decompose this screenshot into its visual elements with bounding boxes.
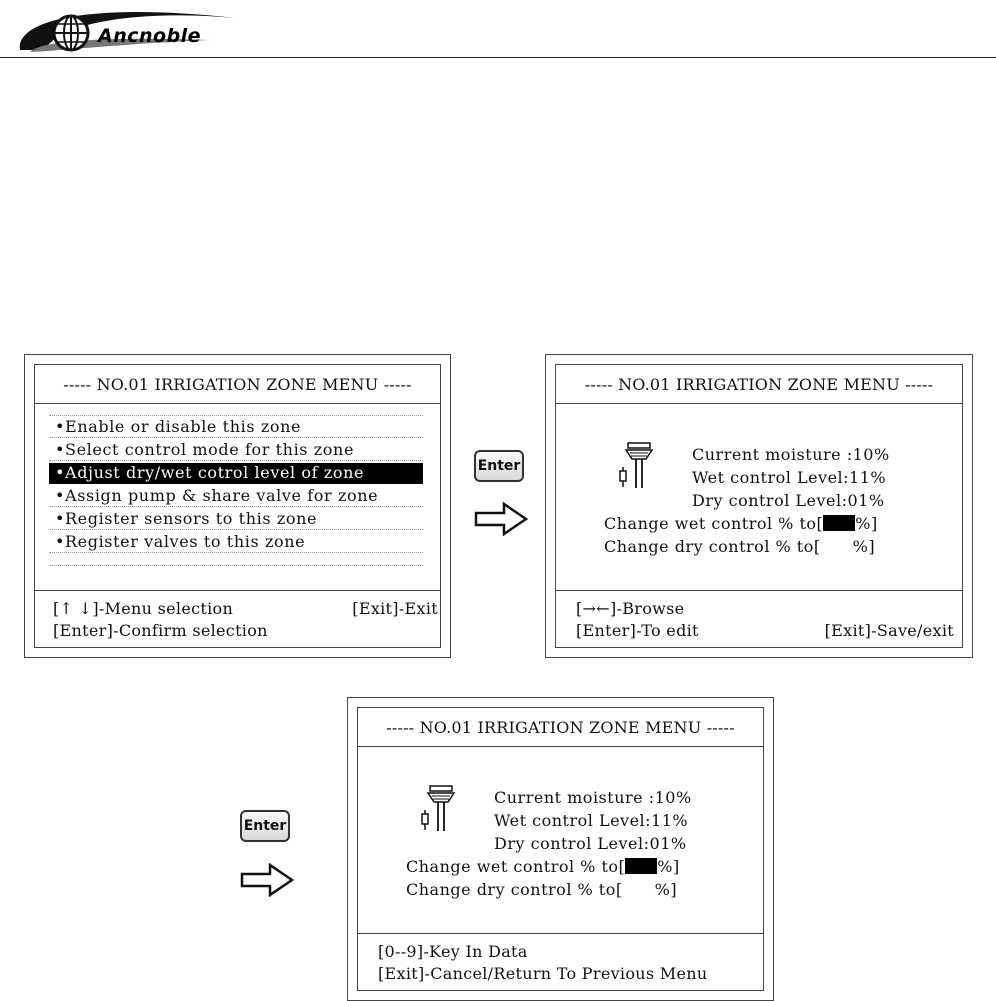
menu-bottom-rule [49, 565, 423, 566]
browse-screen-frame [555, 364, 963, 648]
menu-footer [35, 590, 440, 647]
browse-wet-input-cursor[interactable] [823, 515, 855, 531]
header-divider [0, 57, 996, 58]
edit-cancel-hint: [Exit]-Cancel/Return To Previous Menu [378, 964, 708, 983]
menu-nav-hint: [↑ ↓]-Menu selection [53, 599, 234, 618]
edit-change-wet[interactable] [406, 857, 680, 876]
browse-save-hint: [Exit]-Save/exit [824, 621, 954, 640]
edit-change-wet-label: Change wet control % to[ [406, 857, 626, 876]
browse-change-dry[interactable] [604, 537, 875, 556]
right-arrow-icon [240, 863, 294, 897]
browse-title-bar [556, 365, 962, 404]
brand-name: Ancnoble [98, 25, 202, 47]
edit-footer [358, 933, 763, 990]
browse-change-wet-label: Change wet control % to[ [604, 514, 824, 533]
menu-screen [24, 354, 451, 658]
edit-change-dry-suffix: %] [654, 880, 678, 899]
browse-edit-hint: [Enter]-To edit [576, 621, 699, 640]
edit-keyin-hint: [0--9]-Key In Data [378, 942, 528, 961]
edit-change-dry-label: Change dry control % to[ [406, 880, 623, 899]
soil-moisture-sensor-icon [418, 784, 462, 834]
browse-nav-hint: [→←]-Browse [576, 599, 685, 618]
edit-dry-level: Dry control Level:01% [494, 834, 687, 853]
edit-screen-frame [357, 707, 764, 991]
browse-dry-input[interactable] [821, 538, 853, 554]
brand-logo [0, 0, 240, 60]
menu-item-enable-zone[interactable]: •Enable or disable this zone [49, 417, 423, 438]
menu-confirm-hint: [Enter]-Confirm selection [53, 621, 268, 640]
edit-title-bar [358, 708, 763, 747]
menu-item-register-valves[interactable]: •Register valves to this zone [49, 532, 423, 553]
edit-current-moisture: Current moisture :10% [494, 788, 692, 807]
browse-current-moisture: Current moisture :10% [692, 445, 890, 464]
browse-title: ----- NO.01 IRRIGATION ZONE MENU ----- [584, 375, 934, 394]
menu-item-adjust-level[interactable]: •Adjust dry/wet cotrol level of zone [49, 463, 423, 484]
menu-title: ----- NO.01 IRRIGATION ZONE MENU ----- [63, 375, 412, 394]
edit-change-dry[interactable] [406, 880, 677, 899]
soil-moisture-sensor-icon [616, 441, 660, 491]
menu-title-bar [35, 365, 440, 404]
menu-item-assign-pump[interactable]: •Assign pump & share valve for zone [49, 486, 423, 507]
browse-dry-level: Dry control Level:01% [692, 491, 885, 510]
menu-exit-hint: [Exit]-Exit [352, 599, 438, 618]
browse-change-wet[interactable] [604, 514, 878, 533]
enter-key: Enter [240, 810, 290, 842]
globe-icon [54, 16, 88, 50]
edit-title: ----- NO.01 IRRIGATION ZONE MENU ----- [386, 718, 735, 737]
browse-wet-level: Wet control Level:11% [692, 468, 887, 487]
menu-item-register-sensors[interactable]: •Register sensors to this zone [49, 509, 423, 530]
browse-change-wet-suffix: %] [855, 514, 878, 533]
edit-dry-input[interactable] [623, 881, 655, 897]
edit-screen [347, 697, 774, 1001]
edit-wet-level: Wet control Level:11% [494, 811, 689, 830]
browse-footer [556, 590, 962, 647]
edit-change-wet-suffix: %] [657, 857, 680, 876]
menu-top-rule [49, 415, 423, 416]
right-arrow-icon [474, 502, 528, 536]
menu-item-control-mode[interactable]: •Select control mode for this zone [49, 440, 423, 461]
browse-change-dry-label: Change dry control % to[ [604, 537, 821, 556]
enter-key: Enter [474, 450, 524, 482]
edit-wet-input-cursor[interactable] [625, 858, 657, 874]
browse-screen [545, 354, 973, 658]
menu-screen-frame [34, 364, 441, 648]
browse-change-dry-suffix: %] [852, 537, 876, 556]
